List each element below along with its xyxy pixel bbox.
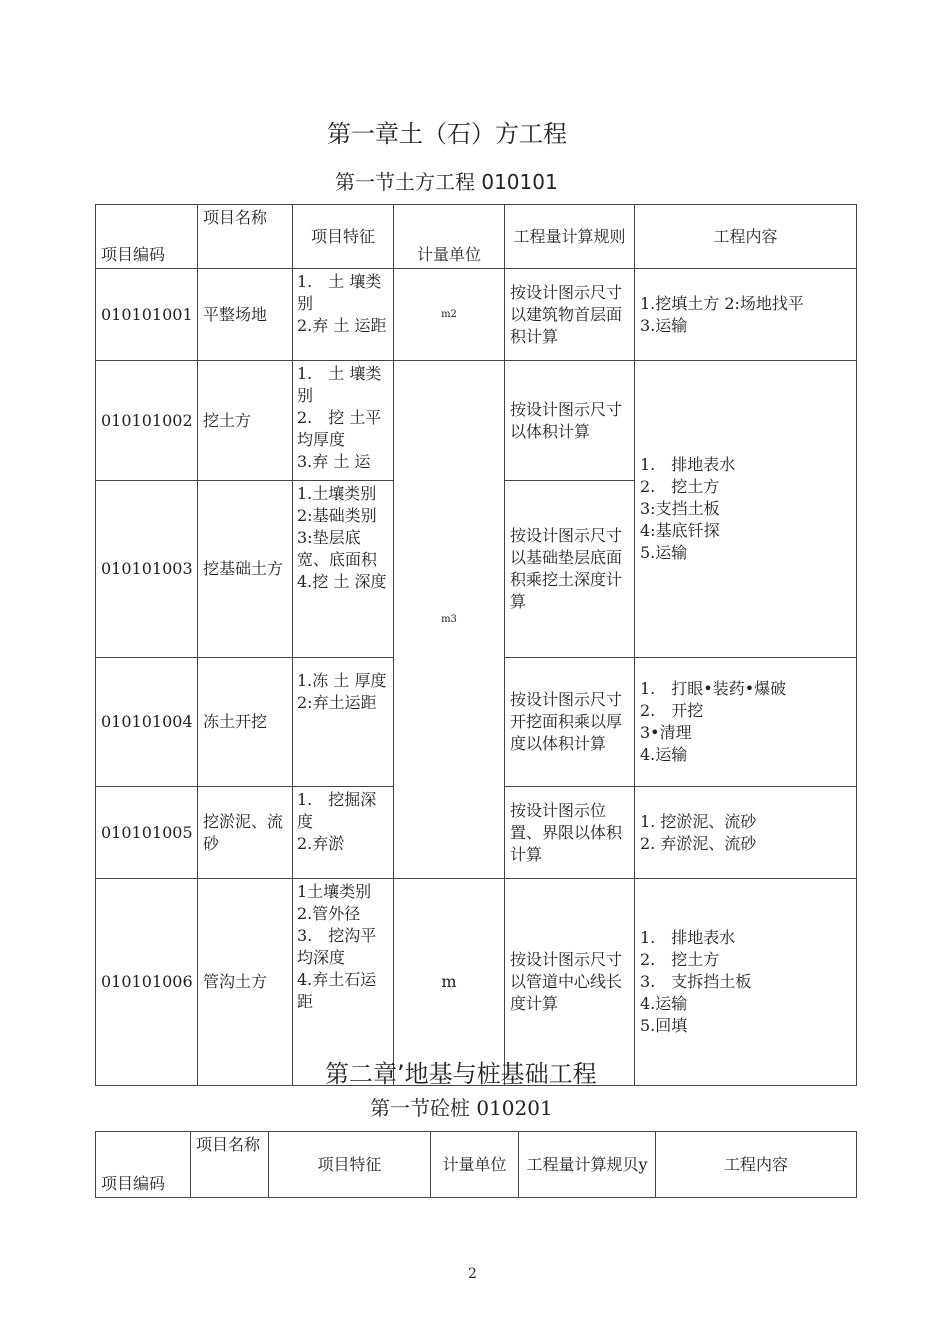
content-line: 3•清理 bbox=[640, 723, 692, 742]
item-rule: 按设计图示尺寸以体积计算 bbox=[505, 361, 635, 481]
content-line: 5.回填 bbox=[640, 1016, 688, 1035]
feature-line: 4.弃土石运距 bbox=[297, 970, 377, 1011]
content-line: 5.运输 bbox=[640, 543, 688, 562]
feature-line: 4.挖 土 深度 bbox=[297, 572, 387, 591]
feature-line: 1.冻 土 厚度 bbox=[297, 671, 387, 690]
header-features: 项目特征 bbox=[269, 1132, 431, 1198]
content-line: 4.运输 bbox=[640, 745, 688, 764]
content-line: 2. 挖土方 bbox=[640, 477, 720, 496]
feature-line: 2.弃 土 运距 bbox=[297, 316, 387, 335]
content-line: 4:基底钎探 bbox=[640, 521, 720, 540]
content-line: 1. 打眼•装药•爆破 bbox=[640, 679, 787, 698]
item-name: 挖淤泥、流砂 bbox=[198, 787, 293, 879]
content-line: 3. 支拆挡土板 bbox=[640, 972, 752, 991]
item-name: 平整场地 bbox=[198, 269, 293, 361]
quantity-table-2 bbox=[95, 1131, 857, 1198]
item-features bbox=[293, 787, 394, 879]
feature-line: 3. 挖沟平均深度 bbox=[297, 926, 377, 967]
feature-line: 1.土壤类别 2:基础类别 3:垫层底宽、底面积 bbox=[297, 484, 378, 569]
item-features bbox=[293, 269, 394, 361]
content-line: 3.运输 bbox=[640, 315, 688, 335]
feature-line: 1. 土 壤类别 bbox=[297, 364, 382, 405]
item-rule: 按设计图示尺寸以管道中心线长度计算 bbox=[505, 879, 635, 1086]
item-code: 010101006 bbox=[96, 879, 198, 1086]
content-line: 3:支挡土板 bbox=[640, 499, 720, 518]
item-features bbox=[293, 658, 394, 787]
quantity-table bbox=[95, 204, 857, 1086]
header-unit: 计量单位 bbox=[431, 1132, 519, 1198]
item-rule: 按设计图示尺寸以建筑物首层面积计算 bbox=[505, 269, 635, 361]
item-name: 冻土开挖 bbox=[198, 658, 293, 787]
feature-line: 1土壤类别 bbox=[297, 882, 372, 901]
header-features: 项目特征 bbox=[293, 205, 394, 269]
chapter-2-title: 第二章’地基与桩基础工程 bbox=[325, 1060, 597, 1088]
item-unit-merged: m3 bbox=[394, 361, 505, 879]
item-unit: m bbox=[394, 879, 505, 1086]
header-code: 项目编码 bbox=[96, 205, 198, 269]
section-2-title: 第一节砼桩 010201 bbox=[370, 1096, 553, 1120]
item-content bbox=[635, 787, 857, 879]
content-line: 1. 排地表水 bbox=[640, 928, 736, 947]
content-line: 2. 弃淤泥、流砂 bbox=[640, 833, 757, 853]
header-code: 项目编码 bbox=[96, 1132, 191, 1198]
item-code: 010101003 bbox=[96, 481, 198, 658]
item-content-merged bbox=[635, 361, 857, 658]
item-features bbox=[293, 879, 394, 1086]
content-line: 4.运输 bbox=[640, 994, 688, 1013]
content-line: 2. 开挖 bbox=[640, 701, 704, 720]
table-row bbox=[96, 879, 857, 1086]
item-code: 010101002 bbox=[96, 361, 198, 481]
feature-line: 2. 挖 土平均厚度 bbox=[297, 408, 382, 449]
item-rule: 按设计图示尺寸以基础垫层底面积乘挖土深度计算 bbox=[505, 481, 635, 658]
item-name: 挖土方 bbox=[198, 361, 293, 481]
table-header-row bbox=[96, 1132, 857, 1198]
item-name: 挖基础土方 bbox=[198, 481, 293, 658]
item-content bbox=[635, 658, 857, 787]
table-row bbox=[96, 361, 857, 481]
feature-line: 1. 挖掘深度 bbox=[297, 790, 377, 831]
header-unit: 计量单位 bbox=[394, 205, 505, 269]
item-rule: 按设计图示位置、界限以体积计算 bbox=[505, 787, 635, 879]
chapter-title: 第一章土（石）方工程 bbox=[327, 120, 567, 148]
item-unit: m2 bbox=[394, 269, 505, 361]
item-features bbox=[293, 481, 394, 658]
item-code: 010101001 bbox=[96, 269, 198, 361]
header-content: 工程内容 bbox=[635, 205, 857, 269]
section-title: 第一节土方工程 010101 bbox=[335, 170, 558, 194]
table-row bbox=[96, 269, 857, 361]
content-line: 2. 挖土方 bbox=[640, 950, 720, 969]
item-code: 010101005 bbox=[96, 787, 198, 879]
feature-line: 2.管外径 bbox=[297, 904, 361, 923]
item-content bbox=[635, 879, 857, 1086]
item-rule: 按设计图示尺寸开挖面积乘以厚度以体积计算 bbox=[505, 658, 635, 787]
content-line: 1. 挖淤泥、流砂 bbox=[640, 811, 757, 831]
content-line: 1.挖填土方 2:场地找平 bbox=[640, 293, 804, 313]
header-rule: 工程量计算规贝y bbox=[519, 1132, 656, 1198]
item-features bbox=[293, 361, 394, 481]
header-name: 项目名称 bbox=[191, 1132, 269, 1198]
feature-line: 2:弃土运距 bbox=[297, 693, 377, 712]
item-content bbox=[635, 269, 857, 361]
feature-line: 1. 土 壤类别 bbox=[297, 272, 382, 313]
item-name: 管沟土方 bbox=[198, 879, 293, 1086]
header-rule: 工程量计算规则 bbox=[505, 205, 635, 269]
header-content: 工程内容 bbox=[656, 1132, 857, 1198]
header-name: 项目名称 bbox=[198, 205, 293, 269]
content-line: 1. 排地表水 bbox=[640, 455, 736, 474]
item-code: 010101004 bbox=[96, 658, 198, 787]
table-header-row bbox=[96, 205, 857, 269]
page-number: 2 bbox=[468, 1266, 477, 1282]
feature-line: 2.弃淤 bbox=[297, 834, 345, 853]
feature-line: 3.弃 土 运 bbox=[297, 452, 371, 471]
